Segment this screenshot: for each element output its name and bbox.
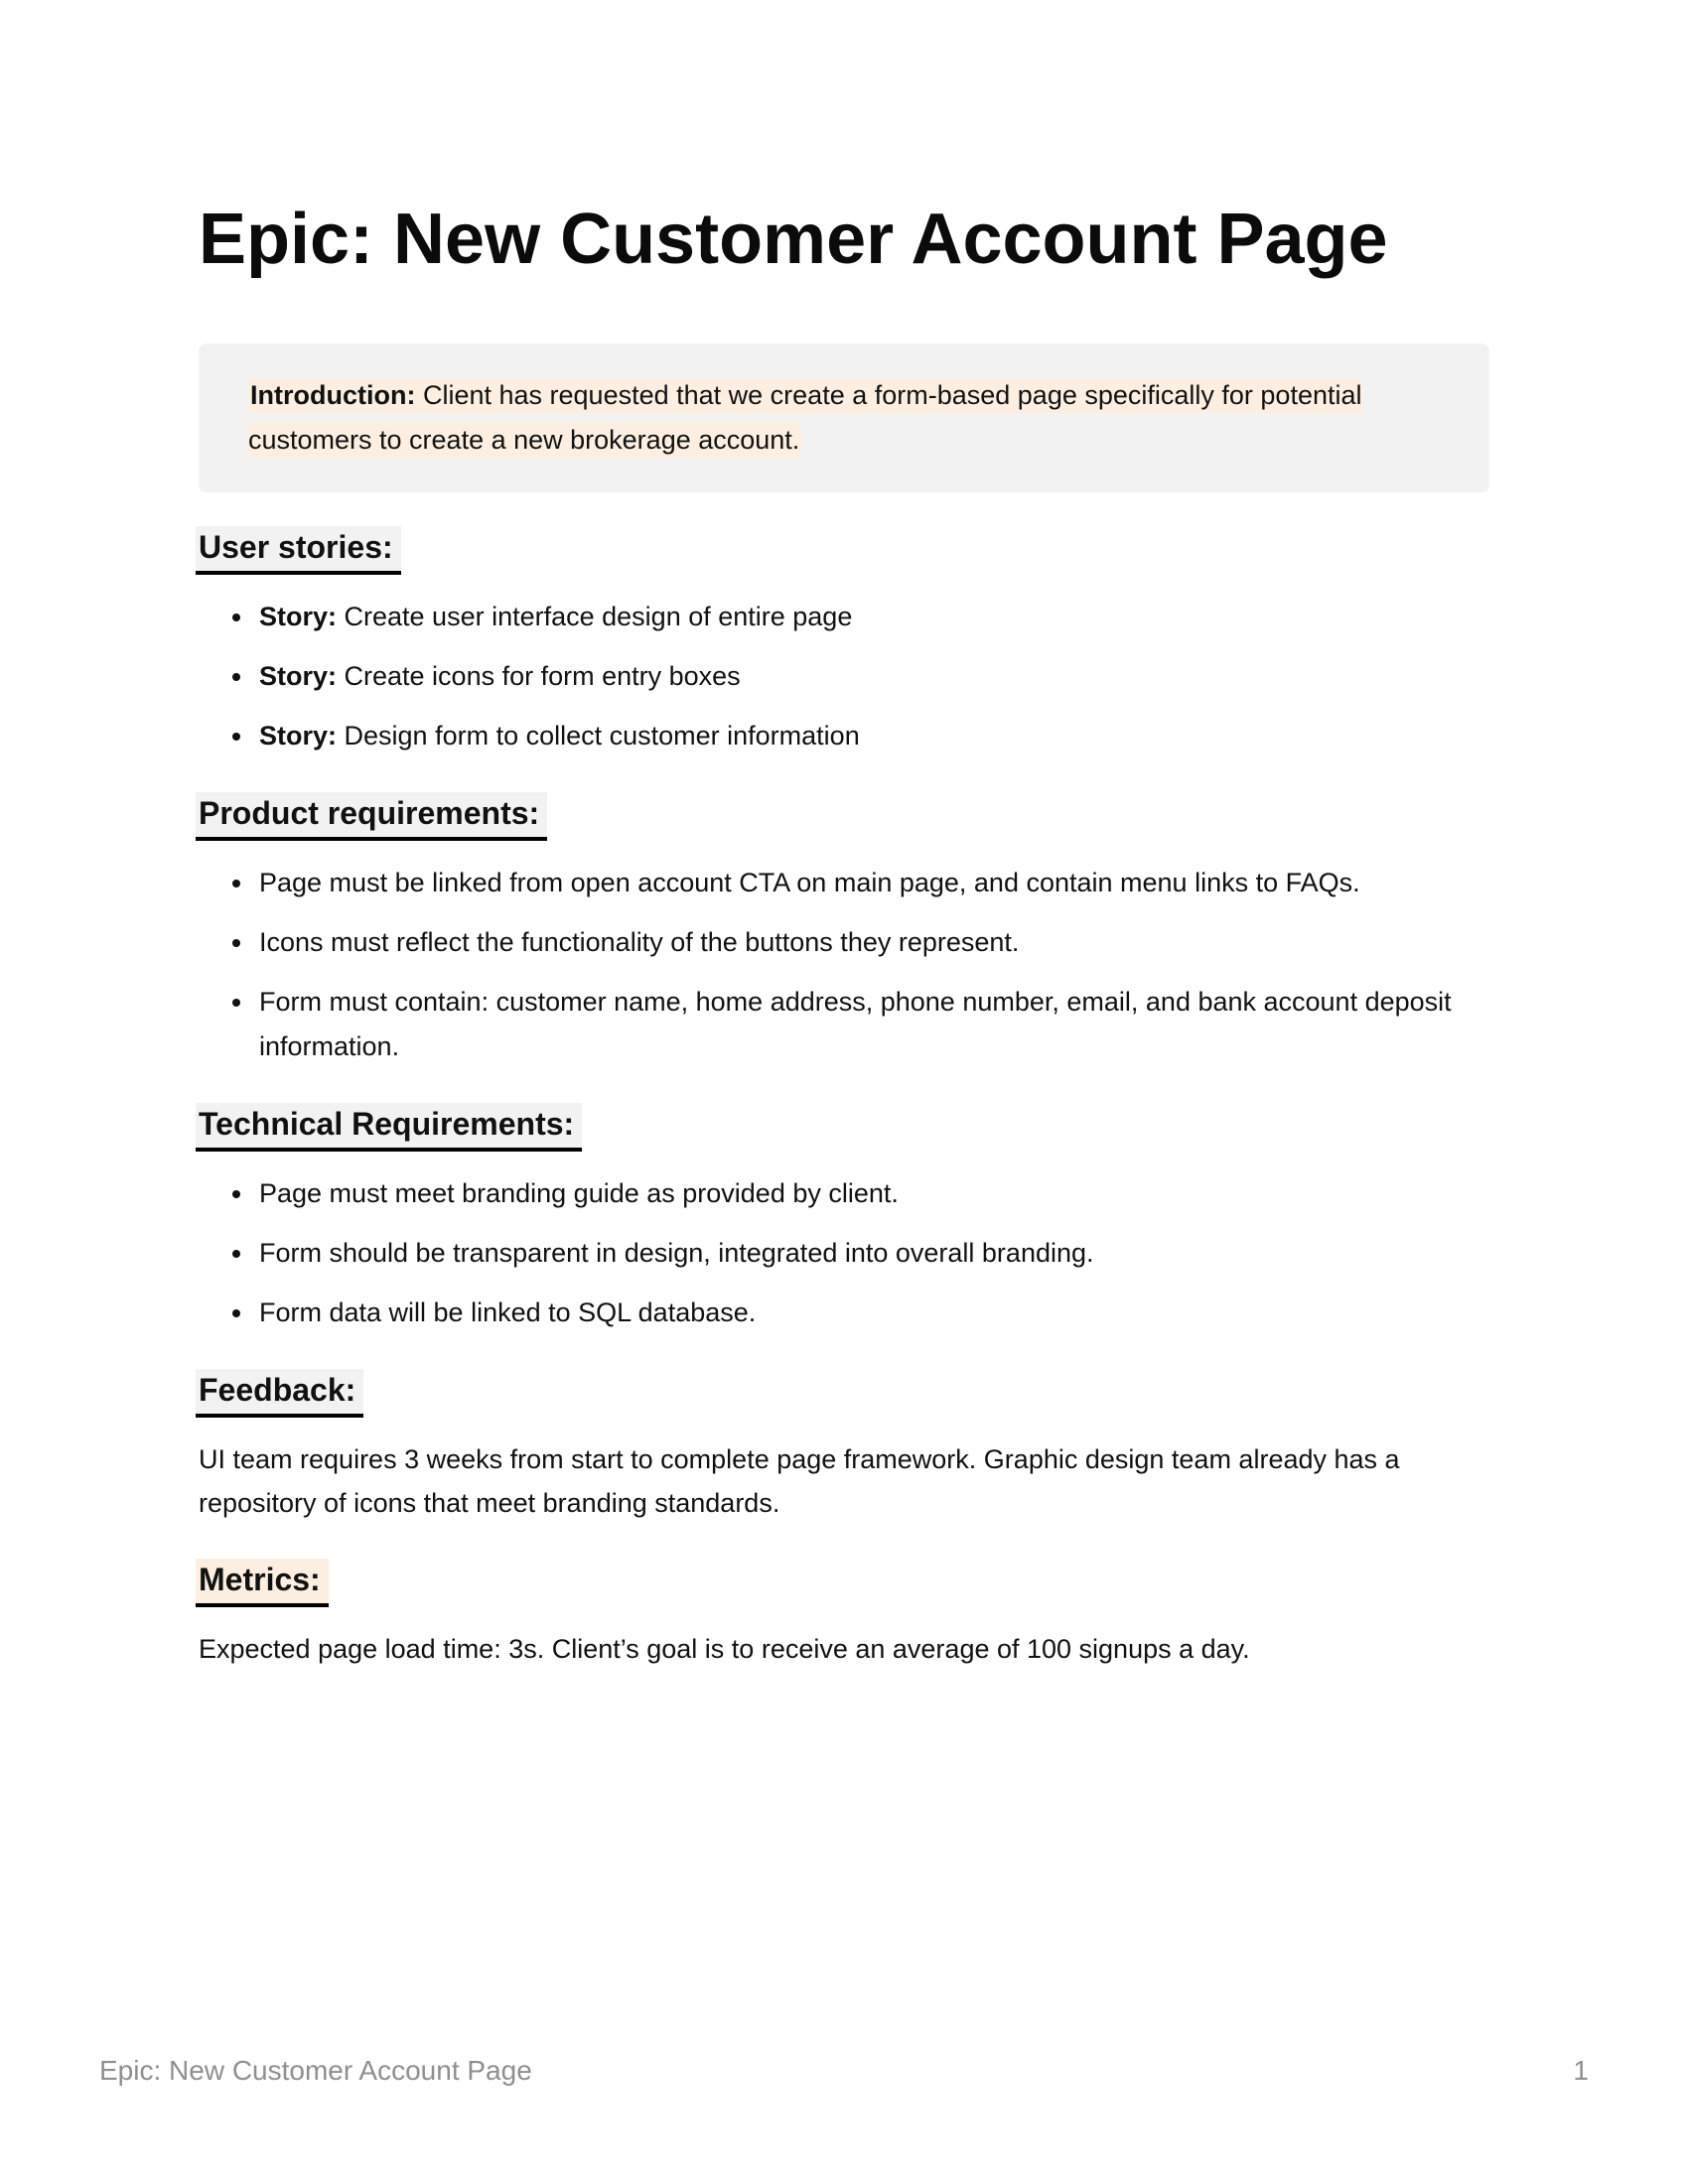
bullet-text: Form must contain: customer name, home address, phone number, email, and bank account deposit information. [259,987,1452,1061]
section-heading [199,526,1489,575]
list-item [255,920,1489,965]
bullet-text: Create icons for form entry boxes [337,661,741,691]
section-user-stories [199,526,1489,758]
bullet-text: Page must meet branding guide as provided by client. [259,1178,899,1208]
page-footer [99,2055,1589,2087]
bullet-text: Form data will be linked to SQL database. [259,1297,757,1327]
section-paragraph: UI team requires 3 weeks from start to complete page framework. Graphic design team already has a repository of icons that meet branding standards. [199,1444,1400,1518]
page-number: 1 [1573,2055,1589,2086]
section-heading [199,1369,1489,1418]
section-paragraph: Expected page load time: 3s. Client’s goal is to receive an average of 100 signups a day. [199,1634,1250,1664]
intro-label: Introduction: [250,380,416,410]
list-item [255,980,1489,1069]
section-heading-text: Product requirements: [196,792,547,841]
section-heading [199,792,1489,841]
section-heading-text: User stories: [196,526,401,575]
list-item [255,714,1489,758]
bullet-list [199,861,1489,1069]
bullet-text: Form should be transparent in design, integrated into overall branding. [259,1238,1094,1268]
section-feedback [199,1369,1489,1525]
bullet-list [199,595,1489,758]
footer-document-title: Epic: New Customer Account Page [99,2055,532,2086]
section-heading [199,1559,1489,1607]
section-technical-requirements [199,1103,1489,1335]
section-heading [199,1103,1489,1152]
bullet-text: Page must be linked from open account CTA on main page, and contain menu links to FAQs. [259,868,1360,897]
list-item [255,1171,1489,1216]
list-item [255,1231,1489,1276]
list-item [255,861,1489,905]
page-title: Epic: New Customer Account Page [199,200,1388,279]
bullet-bold-label: Story: [259,602,338,631]
intro-text: Client has requested that we create a form-based page specifically for potential customers to create a new brokerage account. [248,380,1362,455]
list-item [255,1291,1489,1335]
section-heading-text: Feedback: [196,1369,363,1418]
intro-highlight [248,377,1362,458]
intro-paragraph [248,373,1440,463]
section-metrics [199,1559,1489,1671]
bullet-bold-label: Story: [259,661,338,691]
list-item [255,654,1489,699]
section-heading-text: Metrics: [196,1559,329,1607]
document-body [199,0,1489,1671]
bullet-text: Icons must reflect the functionality of the buttons they represent. [259,927,1020,957]
section-product-requirements [199,792,1489,1069]
bullet-bold-label: Story: [259,721,338,751]
intro-panel [199,343,1489,492]
section-heading-text: Technical Requirements: [196,1103,582,1152]
bullet-text: Design form to collect customer information [337,721,860,751]
bullet-list [199,1171,1489,1335]
list-item [255,595,1489,639]
bullet-text: Create user interface design of entire page [337,602,853,631]
